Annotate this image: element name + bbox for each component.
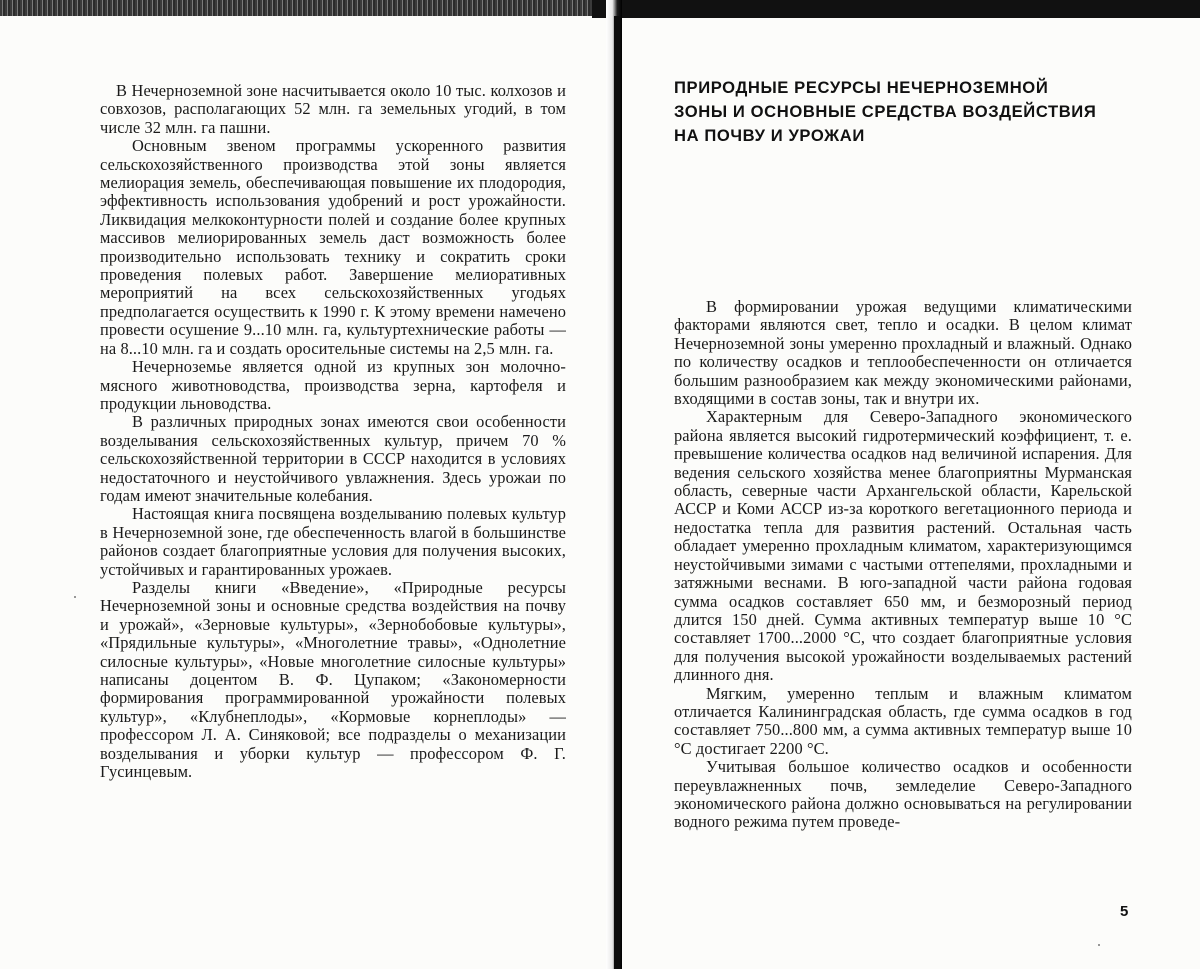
chapter-title-line: ЗОНЫ И ОСНОВНЫЕ СРЕДСТВА ВОЗДЕЙСТВИЯ	[674, 102, 1097, 121]
right-page	[674, 76, 1132, 832]
scan-speck	[74, 596, 76, 598]
chapter-title-line: ПРИРОДНЫЕ РЕСУРСЫ НЕЧЕРНОЗЕМНОЙ	[674, 78, 1049, 97]
chapter-title	[674, 76, 1132, 148]
chapter-body	[674, 298, 1132, 832]
body-paragraph: В формировании урожая ведущими климатическими факторами являются свет, тепло и осадки. В целом климат Нечерноземной зоны умеренно прохладный и влажный. Однако по количеству осадков и теплообеспеченности он отличается большим разнообразием как между экономическими районами, входящими в состав зоны, так и внутри их.	[674, 297, 1132, 409]
book-gutter-shadow	[614, 16, 620, 969]
page-number: 5	[1120, 903, 1129, 920]
body-paragraph: Учитывая большое количество осадков и особенности переувлажненных почв, земледелие Северо-Западного экономического района должно основываться на регулировании водного режима путем проведе-	[674, 757, 1132, 832]
scan-edge-artifact	[0, 0, 592, 16]
left-page	[100, 82, 566, 781]
scan-edge-artifact	[592, 0, 1200, 18]
body-paragraph: В Нечерноземной зоне насчитывается около 10 тыс. колхозов и совхозов, располагающих 52 млн. га земельных угодий, в том числе 32 млн. га пашни.	[100, 81, 566, 137]
body-paragraph: Характерным для Северо-Западного экономического района является высокий гидротермический коэффициент, т. е. превышение количества осадков над величиной испарения. Для ведения сельского хозяйства менее благоприятны Мурманская область, северные части Архангельской области, Карельской АССР и Коми АССР из-за короткого вегетационного периода и недостатка тепла для развития растений. Остальная часть обладает умеренно прохладным климатом, характеризующимся неустойчивыми зимами с частыми оттепелями, прохладными и затяжными веснами. В юго-западной части района годовая сумма осадков составляет 650 мм, и безморозный период длится 150 дней. Сумма активных температур выше 10 °С составляет 1700...2000 °С, что создает благоприятные условия для получения высокой урожайности возделываемых растений длинного дня.	[674, 407, 1132, 685]
body-paragraph: Разделы книги «Введение», «Природные ресурсы Нечерноземной зоны и основные средства воздействия на почву и урожай», «Зерновые культуры», «Зернобобовые культуры», «Прядильные культуры», «Многолетние травы», «Однолетние силосные культуры», «Новые многолетние силосные культуры» написаны доцентом В. Ф. Цупаком; «Закономерности формирования программированной урожайности полевых культур», «Клубнеплоды», «Кормовые корнеплоды» — профессором Л. А. Синяковой; все подразделы о механизации возделывания и уборки культур — профессором Ф. Г. Гусинцевым.	[100, 577, 566, 782]
chapter-title-line: НА ПОЧВУ И УРОЖАИ	[674, 126, 865, 145]
body-paragraph: Нечерноземье является одной из крупных зон молочно-мясного животноводства, производства зерна, картофеля и продукции льноводства.	[100, 357, 566, 413]
body-paragraph: В различных природных зонах имеются свои особенности возделывания сельскохозяйственных культур, причем 70 % сельскохозяйственной территории в СССР находится в условиях недостаточного и неустойчивого увлажнения. Здесь урожаи по годам имеют значительные колебания.	[100, 412, 566, 505]
scan-speck	[1098, 944, 1100, 946]
body-paragraph: Настоящая книга посвящена возделыванию полевых культур в Нечерноземной зоне, где обеспеченность влагой в большинстве районов создает благоприятные условия для получения высоких, устойчивых и гарантированных урожаев.	[100, 504, 566, 579]
body-paragraph: Мягким, умеренно теплым и влажным климатом отличается Калининградская область, где сумма осадков в год составляет 750...800 мм, а сумма активных температур выше 10 °С достигает 2200 °С.	[674, 683, 1132, 758]
body-paragraph: Основным звеном программы ускоренного развития сельскохозяйственного производства этой зоны является мелиорация земель, обеспечивающая повышение их плодородия, эффективность использования удобрений и рост урожайности. Ликвидация мелкоконтурности полей и создание более крупных массивов мелиорированных земель даст возможность более производительно использовать технику и сократить сроки проведения полевых работ. Завершение мелиоративных мероприятий на всех сельскохозяйственных угодьях предполагается осуществить к 1990 г. К этому времени намечено провести осушение 9...10 млн. га, культуртехнические работы — на 8...10 млн. га и создать оросительные системы на 2,5 млн. га.	[100, 136, 566, 358]
